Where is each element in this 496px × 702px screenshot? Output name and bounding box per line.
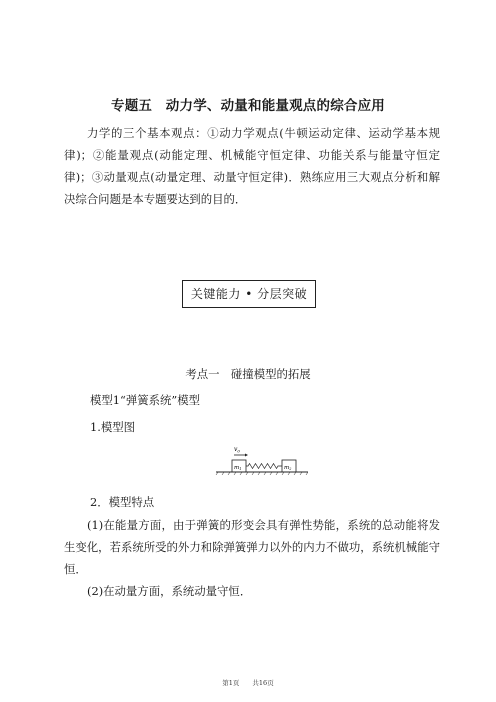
page-footer: 第1页 共16页 [222, 679, 274, 687]
intro-paragraph: 力学的三个基本观点：①动力学观点(牛顿运动定律、运动学基本规律)；②能量观点(动能定理、机械能守恒定律、功能关系与能量守恒定律)；③动量观点(动量定理、动量守恒定律)．熟练应用三大观点分析和解决综合问题是本专题要达到的目的． [64, 126, 440, 206]
m1-label: m1 [234, 465, 242, 471]
item-model-features: 2．模型特点 [90, 495, 155, 509]
model-title: 模型1“弹簧系统”模型 [90, 393, 201, 407]
item-model-diagram: 1.模型图 [90, 420, 136, 434]
key-ability-box: 关键能力 • 分层突破 [182, 280, 316, 308]
spring [246, 464, 282, 469]
m2-label: m2 [284, 465, 292, 471]
spring-system-diagram [212, 444, 308, 480]
ground [216, 472, 308, 475]
v0-label: $v_0$ [234, 446, 240, 454]
page-title: 专题五 动力学、动量和能量观点的综合应用 [111, 98, 385, 114]
point-energy: (1)在能量方面，由于弹簧的形变会具有弹性势能，系统的总动能将发生变化，若系统所受的外力和除弹簧弹力以外的内力不做功，系统机械能守恒． [64, 518, 440, 576]
point-momentum: (2)在动量方面，系统动量守恒． [87, 584, 252, 598]
velocity-arrow [234, 454, 248, 457]
section-title: 考点一 碰撞模型的拓展 [185, 367, 311, 381]
